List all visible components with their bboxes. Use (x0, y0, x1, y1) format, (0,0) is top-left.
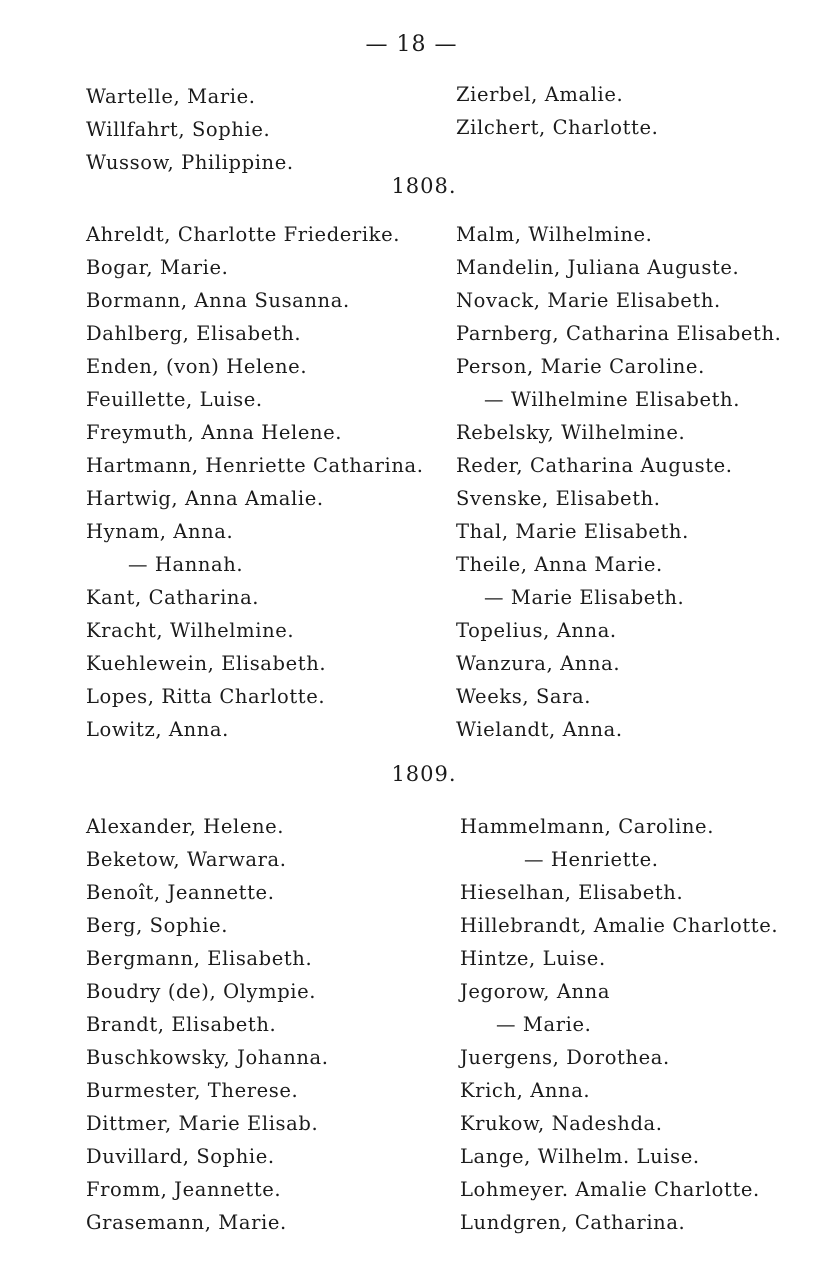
list-item: Kuehlewein, Elisabeth. (86, 652, 327, 675)
list-item: Bogar, Marie. (86, 256, 229, 279)
list-item: — Hannah. (128, 553, 244, 576)
list-item: Hartwig, Anna Amalie. (86, 487, 324, 510)
list-item: Beketow, Warwara. (86, 848, 287, 871)
list-item: Bormann, Anna Susanna. (86, 289, 350, 312)
list-item: Lowitz, Anna. (86, 718, 229, 741)
list-item: Krich, Anna. (460, 1079, 591, 1102)
list-item: Thal, Marie Elisabeth. (456, 520, 689, 543)
list-item: Krukow, Nadeshda. (460, 1112, 663, 1135)
page-number: — 18 — (365, 32, 458, 57)
list-item: Hynam, Anna. (86, 520, 234, 543)
year-heading-1808: 1808. (391, 174, 457, 198)
list-item: Willfahrt, Sophie. (86, 118, 271, 141)
name-list-right (460, 810, 820, 1239)
name-list-left (86, 810, 446, 1239)
list-item: Theile, Anna Marie. (456, 553, 663, 576)
name-list-right (456, 78, 816, 144)
list-item: Parnberg, Catharina Elisabeth. (456, 322, 782, 345)
list-item: Reder, Catharina Auguste. (456, 454, 733, 477)
list-item: Malm, Wilhelmine. (456, 223, 653, 246)
list-item: Lohmeyer. Amalie Charlotte. (460, 1178, 760, 1201)
section-1809 (0, 810, 823, 1240)
list-item: Hammelmann, Caroline. (460, 815, 714, 838)
list-item: Duvillard, Sophie. (86, 1145, 275, 1168)
list-item: Zilchert, Charlotte. (456, 116, 659, 139)
list-item: Boudry (de), Olympie. (86, 980, 317, 1003)
list-item: Zierbel, Amalie. (456, 83, 624, 106)
list-item: Person, Marie Caroline. (456, 355, 705, 378)
list-item: Brandt, Elisabeth. (86, 1013, 277, 1036)
list-item: Dittmer, Marie Elisab. (86, 1112, 319, 1135)
list-item: Topelius, Anna. (456, 619, 617, 642)
list-item: Buschkowsky, Johanna. (86, 1046, 329, 1069)
list-item: Kracht, Wilhelmine. (86, 619, 295, 642)
list-item: Lundgren, Catharina. (460, 1211, 686, 1234)
list-item: Mandelin, Juliana Auguste. (456, 256, 740, 279)
list-item: Rebelsky, Wilhelmine. (456, 421, 686, 444)
list-item: Fromm, Jeannette. (86, 1178, 282, 1201)
list-item: Grasemann, Marie. (86, 1211, 287, 1234)
list-item: Benoît, Jeannette. (86, 881, 275, 904)
list-item: Weeks, Sara. (456, 685, 592, 708)
list-item: Wielandt, Anna. (456, 718, 623, 741)
list-item: Feuillette, Luise. (86, 388, 263, 411)
list-item: — Henriette. (524, 848, 659, 871)
list-item: — Marie Elisabeth. (484, 586, 685, 609)
list-item: Hieselhan, Elisabeth. (460, 881, 684, 904)
section-top (0, 80, 823, 180)
name-list-left (86, 218, 446, 746)
list-item: Freymuth, Anna Helene. (86, 421, 343, 444)
list-item: Juergens, Dorothea. (460, 1046, 670, 1069)
list-item: Wanzura, Anna. (456, 652, 621, 675)
list-item: Lange, Wilhelm. Luise. (460, 1145, 700, 1168)
name-list-right (456, 218, 816, 746)
list-item: Berg, Sophie. (86, 914, 228, 937)
year-heading-1809: 1809. (391, 762, 457, 786)
list-item: — Marie. (496, 1013, 592, 1036)
list-item: Hintze, Luise. (460, 947, 606, 970)
list-item: Jegorow, Anna (460, 980, 611, 1003)
list-item: Alexander, Helene. (86, 815, 285, 838)
list-item: Hillebrandt, Amalie Charlotte. (460, 914, 779, 937)
list-item: Burmester, Therese. (86, 1079, 299, 1102)
name-list-left (86, 80, 446, 179)
list-item: Wussow, Philippine. (86, 151, 294, 174)
list-item: Kant, Catharina. (86, 586, 260, 609)
list-item: Novack, Marie Elisabeth. (456, 289, 721, 312)
list-item: Bergmann, Elisabeth. (86, 947, 313, 970)
section-1808 (0, 218, 823, 748)
list-item: Wartelle, Marie. (86, 85, 256, 108)
list-item: Hartmann, Henriette Catharina. (86, 454, 424, 477)
list-item: Enden, (von) Helene. (86, 355, 308, 378)
list-item: Svenske, Elisabeth. (456, 487, 661, 510)
list-item: Dahlberg, Elisabeth. (86, 322, 302, 345)
list-item: Lopes, Ritta Charlotte. (86, 685, 326, 708)
list-item: — Wilhelmine Elisabeth. (484, 388, 740, 411)
list-item: Ahreldt, Charlotte Friederike. (86, 223, 401, 246)
